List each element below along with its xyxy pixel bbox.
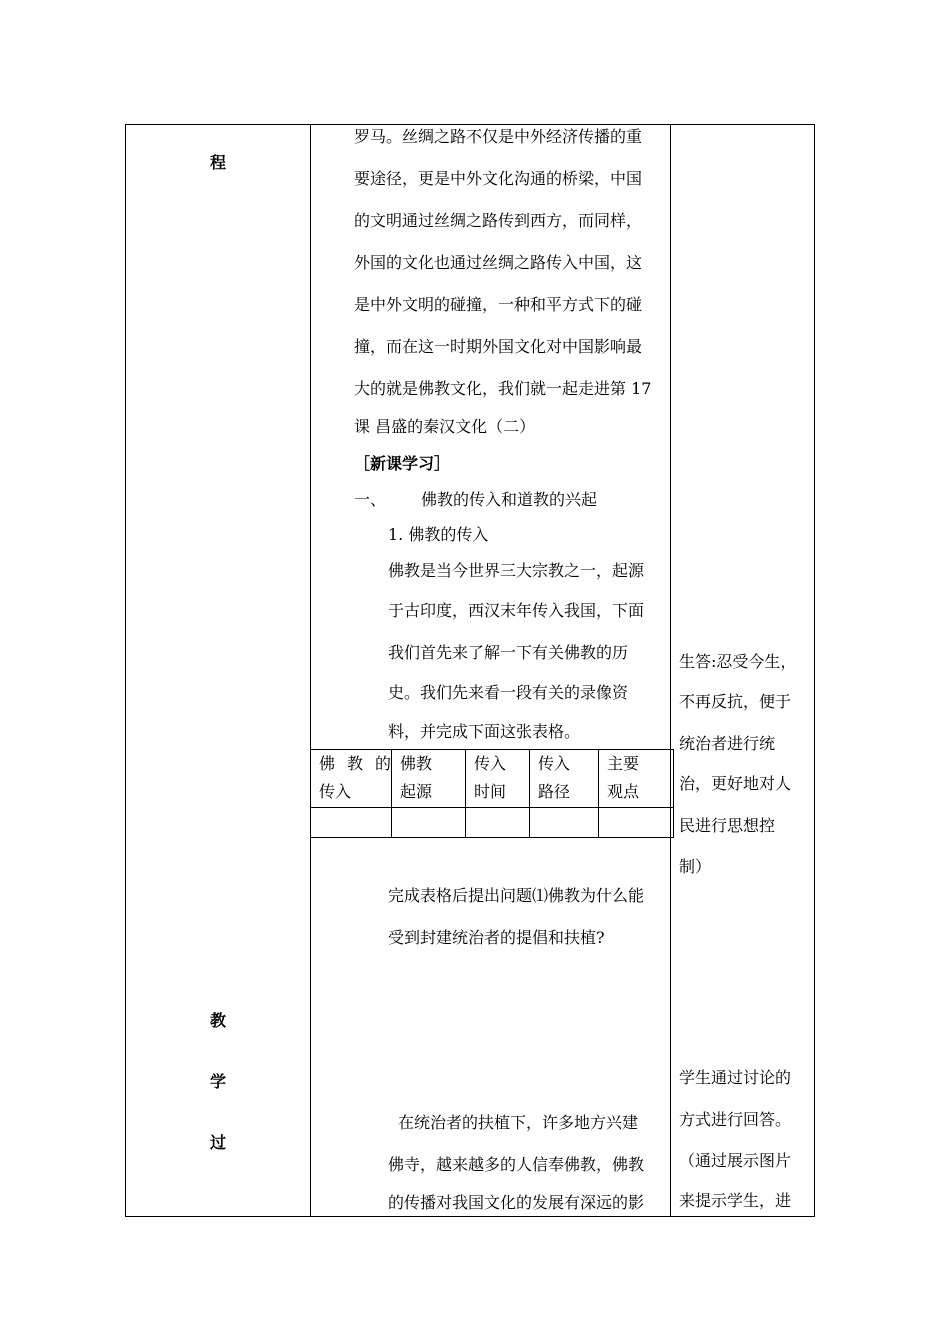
stage-label-2: 学	[210, 1072, 227, 1091]
header-cell: 佛 教 的 传入	[311, 750, 392, 808]
answer-line: 治，更好地对人	[679, 774, 792, 793]
intro-line: 要途径，更是中外文化沟通的桥梁，中国	[354, 169, 643, 188]
answer-line: 民进行思想控	[679, 816, 776, 835]
question-line: 受到封建统治者的提倡和扶植?	[388, 928, 605, 947]
column-divider-right	[670, 124, 671, 1217]
intro-line: 撞，而在这一时期外国文化对中国影响最	[354, 337, 643, 356]
stage-label-1: 教	[210, 1011, 227, 1030]
para-line: 料，并完成下面这张表格。	[388, 722, 581, 741]
answer-line: 方式进行回答。	[679, 1110, 792, 1129]
table-cell	[392, 808, 466, 838]
para-line: 佛寺，越来越多的人信奉佛教，佛教	[388, 1155, 645, 1174]
answer-line: 学生通过讨论的	[679, 1068, 792, 1087]
para-line: 史。我们先来看一段有关的录像资	[388, 683, 629, 702]
header-cell: 传入 时间	[466, 750, 530, 808]
intro-line: 是中外文明的碰撞，一种和平方式下的碰	[354, 295, 643, 314]
answer-line: 制）	[679, 857, 712, 876]
column-divider-left	[310, 124, 311, 1217]
para-line: 在统治者的扶植下，许多地方兴建	[398, 1113, 639, 1132]
intro-line: 罗马。丝绸之路不仅是中外经济传播的重	[354, 127, 643, 146]
header-cell: 传入 路径	[530, 750, 599, 808]
intro-line: 外国的文化也通过丝绸之路传入中国，这	[354, 253, 643, 272]
table-row	[311, 808, 674, 838]
table-cell	[466, 808, 530, 838]
question-line: 完成表格后提出问题⑴佛教为什么能	[388, 886, 645, 905]
answer-line: 统治者进行统	[679, 734, 776, 753]
para-line: 佛教是当今世界三大宗教之一，起源	[388, 561, 645, 580]
section-heading: ［新课学习］	[354, 454, 451, 473]
para-line: 的传播对我国文化的发展有深远的影	[388, 1193, 645, 1212]
table-header-row	[311, 750, 674, 808]
header-cell: 主要 观点	[599, 750, 674, 808]
item-title: 佛教的传入和道教的兴起	[421, 490, 598, 509]
buddhism-table	[310, 749, 674, 838]
stage-label-3: 过	[210, 1133, 227, 1152]
table-cell	[530, 808, 599, 838]
stage-label-top: 程	[210, 153, 227, 172]
intro-line: 的文明通过丝绸之路传到西方，而同样，	[354, 211, 643, 230]
sub-heading: 1. 佛教的传入	[388, 525, 489, 544]
item-number: 一、	[354, 490, 387, 509]
table-cell	[311, 808, 392, 838]
header-cell: 佛教 起源	[392, 750, 466, 808]
answer-line: 来提示学生，进	[679, 1191, 792, 1210]
answer-line: 生答:忍受今生，	[679, 652, 797, 671]
intro-line: 大的就是佛教文化，我们就一起走进第 17	[354, 379, 652, 398]
para-line: 于古印度，西汉末年传入我国，下面	[388, 601, 645, 620]
answer-line: 不再反抗，便于	[679, 692, 792, 711]
table-cell	[599, 808, 674, 838]
intro-line: 课 昌盛的秦汉文化（二）	[354, 417, 536, 436]
answer-line: （通过展示图片	[679, 1151, 792, 1170]
para-line: 我们首先来了解一下有关佛教的历	[388, 643, 629, 662]
